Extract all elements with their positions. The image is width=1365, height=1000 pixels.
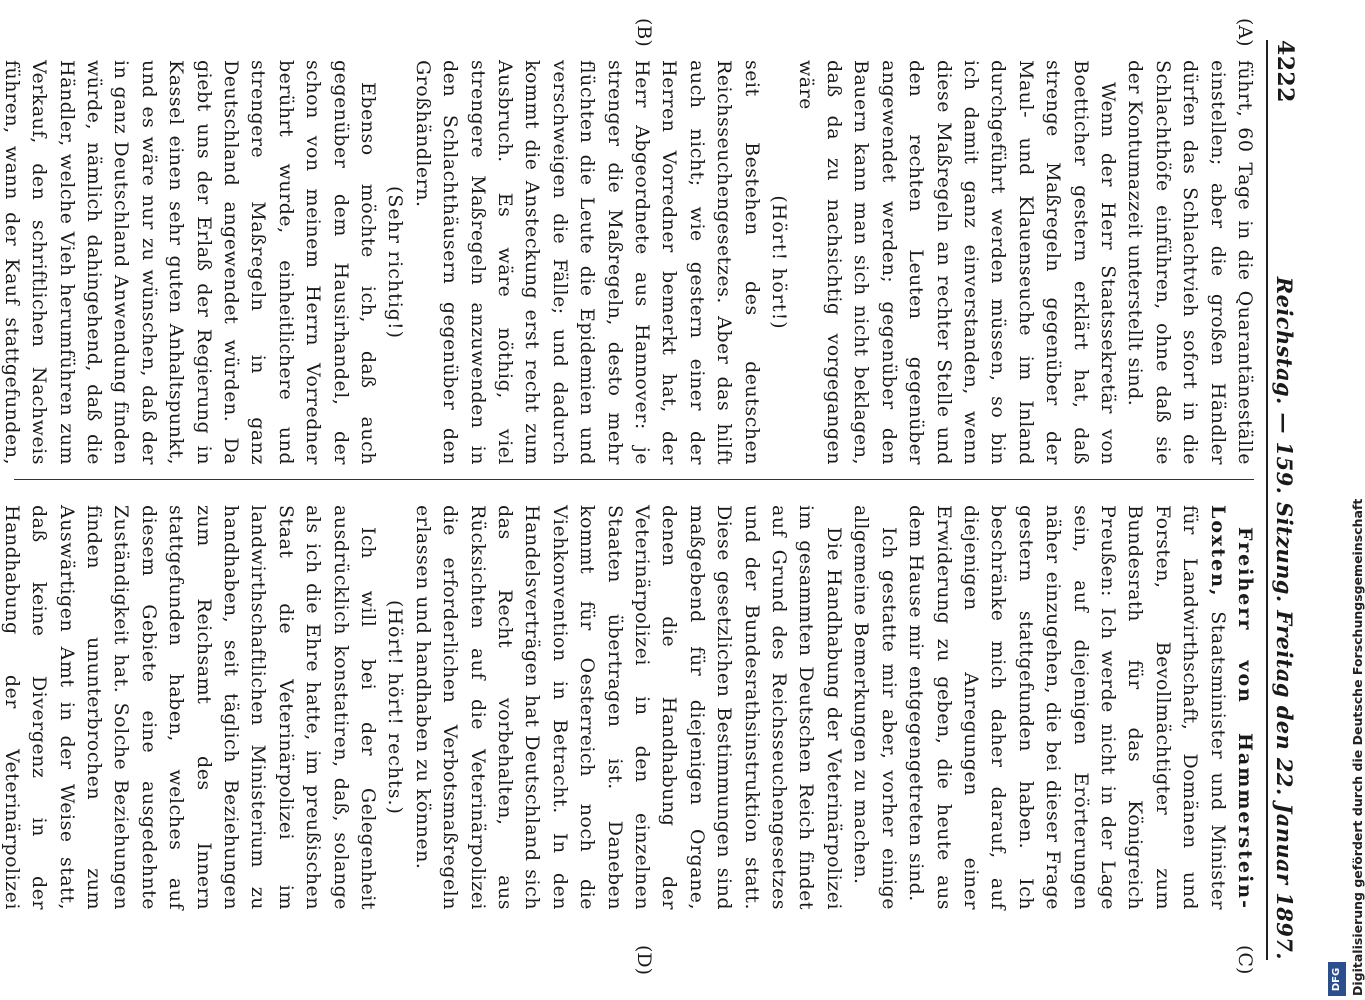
column-divider [14,479,1254,480]
dfg-logo [1328,962,1346,996]
stage-direction: (Hört! hört! rechts.) [384,600,407,815]
body-paragraph: Ich will bei der Gelegenheit ausdrücklich konstatiren, daß, solange als ich die Ehre hatte, im preußischen Staat die Veterinärpolizei im landwirthschaftlichen Ministerium zu handhaben, seit täglich Beziehungen zum Reichsamt des Innern stattgefunden haben, welches auf diesem Gebiete eine ausgedehnte Zuständigkeit hat. Solche Beziehungen finden ununterbrochen zum Auswärtigen Amt in der Weise statt, daß keine Divergenz in der Handhabung der Veterinärpolizei [0,505,379,910]
margin-mark-a: (A) [1234,18,1256,47]
body-paragraph: seit Bestehen des deutschen Reichsseuchengesetzes. Aber das hilft auch nicht; wie gestern einer der Herren Vorredner bemerkt hat, der Herr Abgeordnete aus Hannover: je strenger die Maßregeln, desto mehr flüchten die Leute die Epidemien und verschweigen die Fälle; und dadurch kommt die Ansteckung erst recht zum Ausbruch. Es wäre nöthig, viel strengere Maßregeln anzuwenden in den Schlachthäusern gegenüber den Großhändlern. [411,60,763,465]
digitization-footer [1322,0,1365,1000]
page-number: 4222 [1272,40,1298,103]
left-column [0,60,1258,465]
stage-direction: (Sehr richtig!) [384,186,407,339]
body-paragraph: Wenn der Herr Staatssekretär von Boetticher gestern erklärt hat, daß strenge Maßregeln gegenüber der Maul- und Klauenseuche im Inland durchgeführt werden müssen, so bin ich damit ganz einverstanden, wenn diese Maßregeln an rechter Stelle und den rechten Leuten gegenüber angewendet werden; gegenüber den Bauern kann man sich nicht beklagen, daß da zu nachsichtig vorgegangen wäre [795,60,1119,465]
speech-text: Staatsminister und Minister für Landwirthschaft, Domänen und Forsten, Bevollmächtigter zum Bundesrath für das Königreich Preußen: Ich werde nicht in der Lage sein, auf diejenigen Erörterungen näher einzugehen, die bei dieser Frage gestern stattgefunden haben. Ich beschränke mich daher darauf, auf diejenigen Anregungen einer Erwiderung zu geben, die heute aus dem Hause mir entgegengetreten sind. [905,505,1229,910]
speech-paragraph [902,505,1258,910]
body-paragraph: Ebenso möchte ich, daß auch gegenüber dem Hausirhandel, der schon von meinem Herrn Vorredner berührt wurde, einheitlichere und strengere Maßregeln in ganz Deutschland angewendet würden. Da giebt uns der Erlaß der Regierung in Kassel einen sehr guten Anhaltspunkt, und es wäre nur zu wünschen, daß der in ganz Deutschland Anwendung finden würde, nämlich dahingehend, daß die Händler, welche Vieh herumführen zum Verkauf, den schriftlichen Nachweis führen, wann der Kauf stattgefunden, [0,60,379,465]
stage-direction: (Hört! hört!) [768,195,791,330]
speaker-name: Freiherr von Hammerstein-Loxten, [1206,505,1256,910]
right-column [0,505,1258,910]
footer-credit: Digitalisierung gefördert durch die Deutsche Forschungsgemeinschaft [1350,498,1365,996]
margin-mark-c: (C) [1234,945,1256,975]
page-title: Reichstag. — 159. Sitzung. Freitag den 22. Januar 1897. [1272,276,1298,960]
body-paragraph: Ich gestatte mir aber, vorher einige allgemeine Bemerkungen zu machen. [850,505,900,910]
body-paragraph: führt, 60 Tage in die Quarantäneställe einstellen; aber die großen Händler dürfen das Schlachtvieh sofort in die Schlachthöfe einführen, ohne daß sie der Kontumazzeit unterstellt sind. [1124,60,1256,465]
body-paragraph: Die Handhabung der Veterinärpolizei im gesammten Deutschen Reich findet auf Grund des Reichsseuchengesetzes und der Bundesrathsinstruktion statt. Diese gesetzlichen Bestimmungen sind maßgebend für diejenigen Organe, denen die Handhabung der Veterinärpolizei in den einzelnen Staaten übertragen ist. Daneben kommt für Oesterreich noch die Viehkonvention in Betracht. In den Handelsverträgen hat Deutschland sich das Recht vorbehalten, aus Rücksichten auf die Veterinärpolizei die erforderlichen Verbotsmaßregeln erlassen und handhaben zu können. [411,505,845,910]
margin-mark-b: (B) [633,18,655,47]
margin-mark-d: (D) [633,945,655,976]
dfg-logo-text: DFG [1331,967,1343,991]
page-header [1266,40,1302,960]
